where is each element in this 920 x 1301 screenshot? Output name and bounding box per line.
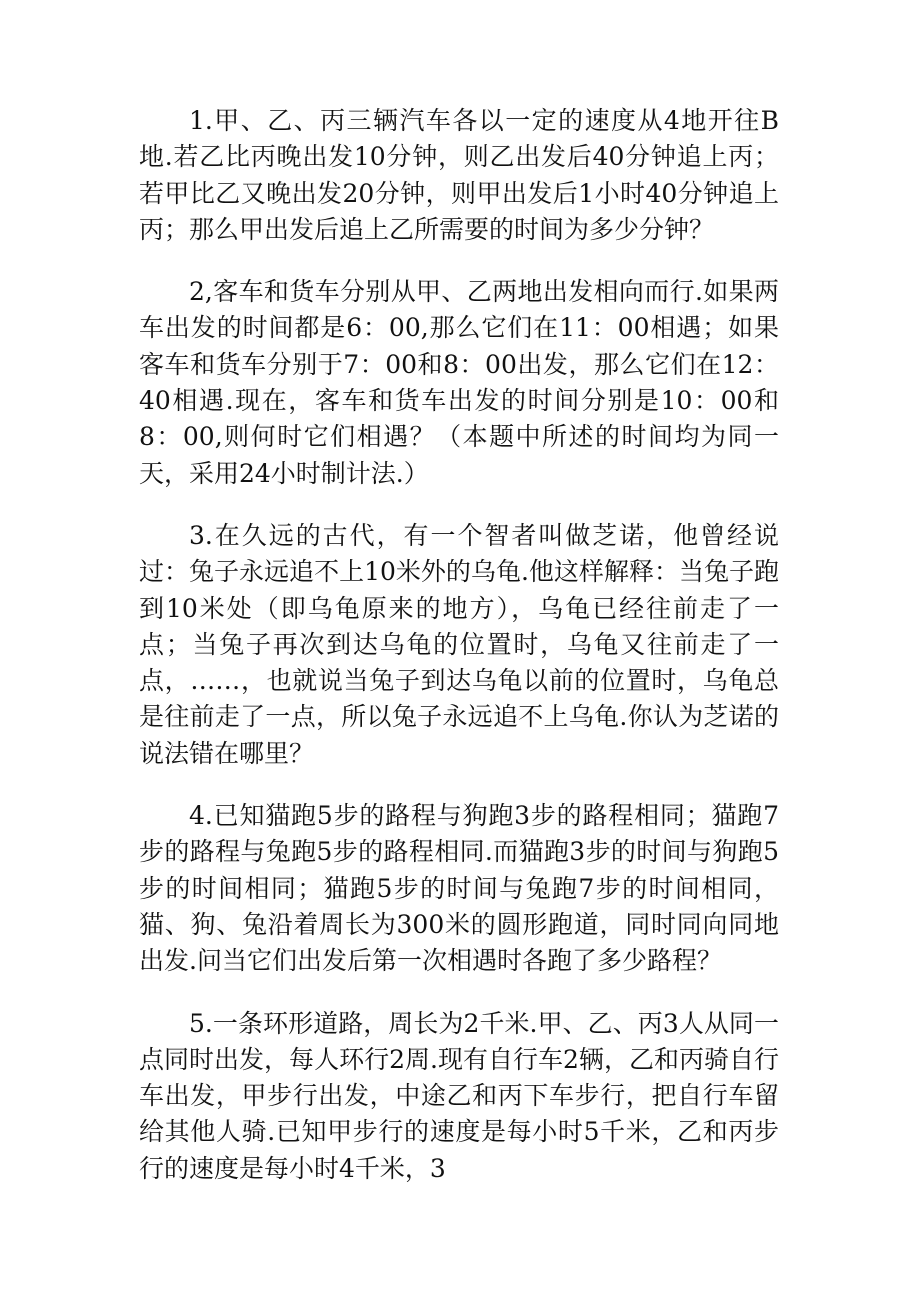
problem-5: 5.一条环形道路，周长为2千米.甲、乙、丙3人从同一点同时出发，每人环行2周.现有自行车2辆，乙和丙骑自行车出发，甲步行出发，中途乙和丙下车步行，把自行车留给其他人骑.已知甲步行的速度是每小时5千米，乙和丙步行的速度是每小时4千米，3 <box>139 1008 779 1183</box>
problem-1: 1.甲、乙、丙三辆汽车各以一定的速度从4地开往B地.若乙比丙晚出发10分钟，则乙出发后40分钟追上丙；若甲比乙又晚出发20分钟，则甲出发后1小时40分钟追上丙；那么甲出发后追上乙所需要的时间为多少分钟？ <box>139 106 779 244</box>
problem-2: 2,客车和货车分别从甲、乙两地出发相向而行.如果两车出发的时间都是6：00,那么它们在11：00相遇；如果客车和货车分别于7：00和8：00出发，那么它们在12：40相遇.现在，客车和货车出发的时间分别是10：00和8：00,则何时它们相遇？（本题中所述的时间均为同一天，采用24小时制计法.） <box>139 277 779 488</box>
problem-4: 4.已知猫跑5步的路程与狗跑3步的路程相同；猫跑7步的路程与兔跑5步的路程相同.而猫跑3步的时间与狗跑5步的时间相同；猫跑5步的时间与兔跑7步的时间相同，猫、狗、兔沿着周长为300米的圆形跑道，同时同向同地出发.问当它们出发后第一次相遇时各跑了多少路程？ <box>139 801 779 976</box>
document-body <box>139 103 779 1213</box>
problem-3: 3.在久远的古代，有一个智者叫做芝诺，他曾经说过：兔子永远追不上10米外的乌龟.他这样解释：当兔子跑到10米处（即乌龟原来的地方），乌龟已经往前走了一点；当兔子再次到达乌龟的位置时，乌龟又往前走了一点，……，也就说当兔子到达乌龟以前的位置时，乌龟总是往前走了一点，所以兔子永远追不上乌龟.你认为芝诺的说法错在哪里？ <box>139 520 779 768</box>
